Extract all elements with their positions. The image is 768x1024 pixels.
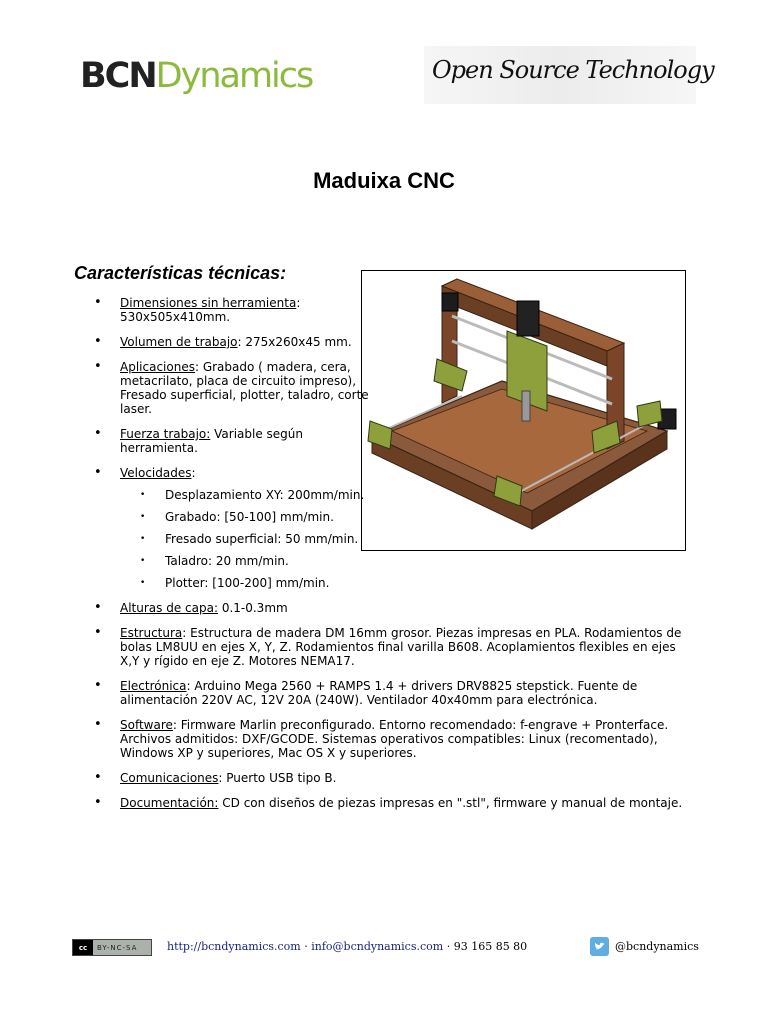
- slogan-text: Open Source Technology: [432, 56, 714, 84]
- velocidad-item: • Fresado superficial: 50 mm/min.: [120, 532, 370, 546]
- spec-value: : Puerto USB tipo B.: [218, 771, 337, 785]
- velocidad-item: • Grabado: [50-100] mm/min.: [120, 510, 370, 524]
- cc-license-badge[interactable]: [72, 939, 152, 956]
- cc-icon: cc: [73, 940, 93, 955]
- brand-light: Dynamics: [155, 55, 313, 96]
- spec-value: :: [191, 466, 196, 480]
- brand-bold: BCN: [80, 55, 156, 96]
- spec-aplicaciones: [74, 360, 370, 416]
- spec-software: [74, 718, 694, 760]
- spec-label: Velocidades: [120, 466, 192, 480]
- phone-number: 93 165 85 80: [453, 940, 528, 953]
- spec-label: Fuerza trabajo:: [120, 427, 211, 441]
- slogan-banner: [424, 46, 714, 104]
- velocidad-item: • Desplazamiento XY: 200mm/min.: [120, 488, 370, 502]
- velocidad-item: • Taladro: 20 mm/min.: [120, 554, 370, 568]
- spec-list: [74, 296, 694, 821]
- spec-label: Dimensiones sin herramienta: [120, 296, 297, 310]
- spec-label: Electrónica: [120, 679, 187, 693]
- twitter-icon[interactable]: [590, 937, 609, 956]
- page-footer: [72, 936, 699, 960]
- website-link[interactable]: http://bcndynamics.com: [167, 940, 301, 953]
- velocidades-list: [120, 488, 370, 590]
- spec-value: : Arduino Mega 2560 + RAMPS 1.4 + drivers DRV8825 stepstick. Fuente de alimentación 220V AC, 12V 20A (240W). Ventilador 40x40mm para electrónica.: [120, 679, 638, 707]
- email-link[interactable]: info@bcndynamics.com: [311, 940, 444, 953]
- spec-fuerza: [74, 427, 370, 455]
- spec-value: : 275x260x45 mm.: [237, 335, 352, 349]
- spec-label: Documentación:: [120, 796, 219, 810]
- spec-label: Estructura: [120, 626, 183, 640]
- page-title: Maduixa CNC: [313, 168, 455, 193]
- spec-label: Aplicaciones: [120, 360, 195, 374]
- spec-value: : Grabado ( madera, cera, metacrilato, placa de circuito impreso), Fresado superficial, plotter, taladro, corte laser.: [120, 360, 369, 416]
- spec-alturas: [74, 601, 694, 615]
- spec-velocidades: [74, 466, 370, 590]
- spec-label: Comunicaciones: [120, 771, 219, 785]
- spec-value: : Firmware Marlin preconfigurado. Entorno recomendado: f-engrave + Pronterface. Archivos admitidos: DXF/GCODE. Sistemas operativos compatibles: Linux (recomentado), Windows XP y superiores, Mac OS X y superiores.: [120, 718, 669, 760]
- bcndynamics-logo: [72, 48, 313, 104]
- section-heading: Características técnicas:: [74, 263, 287, 283]
- spec-dimensiones: [74, 296, 370, 324]
- spec-label: Alturas de capa:: [120, 601, 218, 615]
- spec-value: : Estructura de madera DM 16mm grosor. Piezas impresas en PLA. Rodamientos de bolas LM8UU en ejes X, Y, Z. Rodamientos final varilla B608. Acoplamientos flexibles en ejes X,Y y rígido en eje Z. Motores NEMA17.: [120, 626, 682, 668]
- license-text: BY-NC-SA: [97, 943, 138, 952]
- spec-estructura: [74, 626, 694, 668]
- spec-label: Volumen de trabajo: [120, 335, 238, 349]
- spec-value: 0.1-0.3mm: [218, 601, 288, 615]
- spec-label: Software: [120, 718, 173, 732]
- spec-volumen: [74, 335, 370, 349]
- twitter-handle[interactable]: @bcndynamics: [615, 940, 699, 953]
- separator: ·: [443, 940, 454, 953]
- spec-documentacion: [74, 796, 694, 810]
- spec-electronica: [74, 679, 694, 707]
- spec-value: Variable según herramienta.: [120, 427, 304, 455]
- velocidad-item: • Plotter: [100-200] mm/min.: [120, 576, 370, 590]
- separator: ·: [300, 940, 312, 953]
- footer-contact: [167, 940, 527, 953]
- spec-value: CD con diseños de piezas impresas en ".stl", firmware y manual de montaje.: [218, 796, 683, 810]
- spec-value: : 530x505x410mm.: [120, 296, 301, 324]
- brand-name: [80, 55, 313, 96]
- spec-comunicaciones: [74, 771, 694, 785]
